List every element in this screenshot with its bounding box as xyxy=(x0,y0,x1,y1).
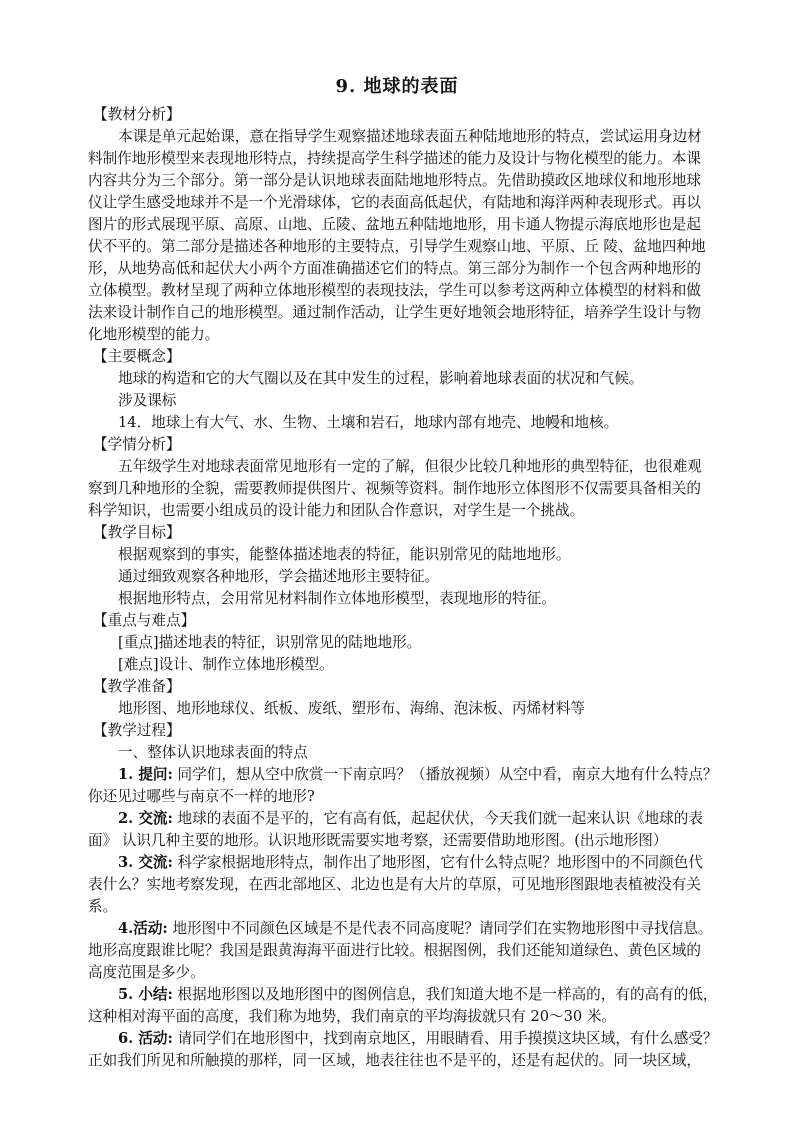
paragraph-line: 科学知识，也需要小组成员的设计能力和团队合作意识，对学生是一个挑战。 xyxy=(88,502,585,519)
step-lead: 3. 交流: xyxy=(118,854,173,871)
step-line: 面》 认识几种主要的地形。认识地形既需要实地考察，还需要借助地形图。(出示地形图） xyxy=(88,832,668,849)
paragraph-line: 五年级学生对地球表面常见地形有一定的了解，但很少比较几种地形的典型特征，也很难观 xyxy=(118,458,702,475)
paragraph-line: 伏不平的。第二部分是描述各种地形的主要特点，引导学生观察山地、平原、丘 陵、盆地四种地 xyxy=(88,238,706,255)
step-lead: 5. 小结: xyxy=(118,986,173,1003)
step-line: 高度范围是多少。 xyxy=(88,964,205,981)
paragraph-line: [难点]设计、制作立体地形模型。 xyxy=(118,656,334,673)
heading-analysis: 【教材分析】 xyxy=(93,106,181,123)
step-lead: 2. 交流: xyxy=(118,810,173,827)
step-line xyxy=(118,764,740,786)
step-text: 地形图中不同颜色区域是不是代表不同高度呢？请同学们在实物地形图中寻找信息。 xyxy=(172,920,713,937)
paragraph-line: 根据地形特点，会用常见材料制作立体地形模型，表现地形的特征。 xyxy=(118,590,556,607)
paragraph-line: 形，从地势高低和起伏大小两个方面准确描述它们的特点。第三部分为制作一个包含两种地形的 xyxy=(88,260,701,277)
paragraph-line: 本课是单元起始课，意在指导学生观察描述地球表面五种陆地地形的特点，尝试运用身边材 xyxy=(118,128,702,145)
paragraph-line: 根据观察到的事实，能整体描述地表的特征，能识别常见的陆地地形。 xyxy=(118,546,571,563)
heading-process: 【教学过程】 xyxy=(93,722,181,739)
step-line xyxy=(118,918,740,940)
step-line: 你还见过哪些与南京不一样的地形? xyxy=(88,788,315,805)
heading-key-points: 【重点与难点】 xyxy=(93,612,196,629)
step-text: 地球的表面不是平的，它有高有低，起起伏伏，今天我们就一起来认识《地球的表 xyxy=(177,810,703,827)
step-line xyxy=(118,984,740,1006)
paragraph-line: 图片的形式展现平原、高原、山地、丘陵、盆地五种陆地地形，用卡通人物提示海底地形也是起 xyxy=(88,216,701,233)
step-text: 同学们，想从空中欣赏一下南京吗？（播放视频）从空中看，南京大地有什么特点？ xyxy=(177,766,718,783)
paragraph-line: 立体模型。教材呈现了两种立体地形模型的表现技法，学生可以参考这两种立体模型的材料和做 xyxy=(88,282,701,299)
step-lead: 6. 活动: xyxy=(118,1030,173,1047)
paragraph-line: 涉及课标 xyxy=(118,392,177,409)
step-line: 系。 xyxy=(88,898,118,915)
paragraph-line: 地形图、地形地球仪、纸板、废纸、塑形布、海绵、泡沫板、丙烯材料等 xyxy=(118,700,586,717)
paragraph-line: 察到几种地形的全貌，需要教师提供图片、视频等资料。制作地形立体图形不仅需要具备相关的 xyxy=(88,480,701,497)
step-line: 正如我们所见和所触摸的那样，同一区域，地表往往也不是平的，还是有起伏的。同一块区域， xyxy=(88,1052,701,1069)
heading-goals: 【教学目标】 xyxy=(93,524,181,541)
step-line xyxy=(118,1028,740,1050)
paragraph-line: 法来设计制作自己的地形模型。通过制作活动，让学生更好地领会地形特征，培养学生设计与物 xyxy=(88,304,701,321)
step-lead: 4.活动: xyxy=(118,920,168,937)
step-line xyxy=(118,852,740,874)
paragraph-line: [重点]描述地表的特征，识别常见的陆地地形。 xyxy=(118,634,422,651)
paragraph-line: 仪让学生感受地球并不是一个光滑球体，它的表面高低起伏，有陆地和海洋两种表现形式。再以 xyxy=(88,194,701,211)
page-title: 9. 地球的表面 xyxy=(335,76,459,97)
step-line: 表什么？实地考察发现，在西北部地区、北边也是有大片的草原，可见地形图跟地表植被没有关 xyxy=(88,876,701,893)
paragraph-line: 通过细致观察各种地形，学会描述地形主要特征。 xyxy=(118,568,440,585)
step-text: 根据地形图以及地形图中的图例信息，我们知道大地不是一样高的，有的高有的低， xyxy=(177,986,718,1003)
step-text: 请同学们在地形图中，找到南京地区，用眼睛看、用手摸摸这块区域，有什么感受？ xyxy=(177,1030,718,1047)
paragraph-line: 地球的构造和它的大气圈以及在其中发生的过程，影响着地球表面的状况和气候。 xyxy=(118,370,644,387)
step-lead: 1. 提问: xyxy=(118,766,173,783)
step-line: 地形高度跟谁比呢？我国是跟黄海海平面进行比较。根据图例，我们还能知道绿色、黄色区域的 xyxy=(88,942,701,959)
step-line: 这种相对海平面的高度，我们称为地势，我们南京的平均海拔就只有 20～30 米。 xyxy=(88,1008,617,1025)
step-text: 科学家根据地形特点，制作出了地形图，它有什么特点呢？地形图中的不同颜色代 xyxy=(177,854,703,871)
heading-prep: 【教学准备】 xyxy=(93,678,181,695)
subheading: 一、整体认识地球表面的特点 xyxy=(118,744,308,761)
step-line xyxy=(118,808,740,830)
paragraph-line: 14．地球上有大气、水、生物、土壤和岩石，地球内部有地壳、地幔和地核。 xyxy=(118,414,619,431)
paragraph-line: 内容共分为三个部分。第一部分是认识地球表面陆地地形特点。先借助摸政区地球仪和地形地球 xyxy=(88,172,701,189)
paragraph-line: 料制作地形模型来表现地形特点，持续提高学生科学描述的能力及设计与物化模型的能力。本课 xyxy=(88,150,701,167)
paragraph-line: 化地形模型的能力。 xyxy=(88,326,220,343)
heading-concept: 【主要概念】 xyxy=(93,348,181,365)
heading-students: 【学情分析】 xyxy=(93,436,181,453)
